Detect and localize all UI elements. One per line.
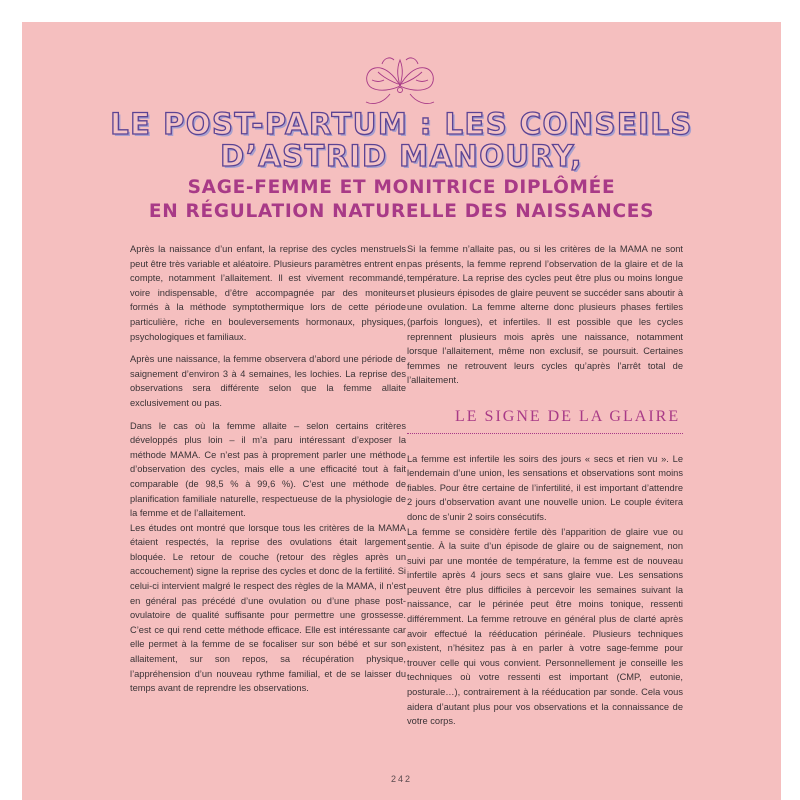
paragraph: Après la naissance d’un enfant, la reprise des cycles menstruels peut être très variable et aléatoire. Plusieurs paramètres entrent en compte, notamment l’allaitement. Il est vivement recommandé, voire indispensable, d’être accompagnée par des moniteurs formés à la méthode symptothermique lors de cette période particulière, riche en bouleversements hormonaux, physiques, psychologiques et familiaux. xyxy=(130,244,406,342)
book-page xyxy=(22,22,781,800)
title-line-2: D’ASTRID MANOURY, xyxy=(220,139,583,173)
floral-ornament-icon xyxy=(350,36,450,116)
paragraph: La femme est infertile les soirs des jours « secs et rien vu ». Le lendemain d’une union, les sensations et observations sont moins fiables. Pour être certaine de l’infertilité, il est important d’attendre 2 jours d’observation avant une nouvelle union. Le couple évitera donc de s’unir 2 soirs consécutifs. xyxy=(407,453,683,522)
section-heading: LE SIGNE DE LA GLAIRE xyxy=(407,410,683,434)
title-block xyxy=(22,108,781,224)
subtitle-line-2: EN RÉGULATION NATURELLE DES NAISSANCES xyxy=(148,201,655,222)
paragraph: Après une naissance, la femme observera d’abord une période de saignement d’environ 3 à 4 semaines, les lochies. La reprise des observations sera différente selon que la femme allaite exclusivement ou pas. xyxy=(130,354,406,408)
left-column xyxy=(130,242,406,704)
right-column xyxy=(407,242,683,737)
page-number: 242 xyxy=(390,774,413,784)
title-line-1: LE POST-PARTUM : LES CONSEILS xyxy=(110,107,693,141)
paragraph: La femme se considère fertile dès l’apparition de glaire vue ou sentie. À la suite d’un épisode de glaire ou de saignement, non suivi par une montée de température, la femme est de nouveau infertile après 4 jours secs et sans glaire vue. Les sensations peuvent être plus difficiles à percevoir les semaines suivant la naissance, car le périnée peut être moins tonique, ressenti différemment. La femme retrouve en général plus de clarté après avoir effectué la rééducation périnéale. Plusieurs techniques existent, n’hésitez pas à en parler à votre sage-femme pour trouver celle qui vous convient. Personnellement je conseille les techniques où votre ressenti est important (CMP, eutonie, posturale…), contrairement à la rééducation par sonde. Cela vous aidera d’autant plus pour vos observations et la connaissance de votre corps. xyxy=(407,526,683,727)
subtitle-line-1: SAGE-FEMME ET MONITRICE DIPLÔMÉE xyxy=(187,177,616,198)
paragraph: Si la femme n’allaite pas, ou si les critères de la MAMA ne sont pas présents, la femme reprend l’observation de la glaire et de la température. La reprise des cycles peut être plus ou moins longue et plusieurs épisodes de glaire peuvent se succéder sans aboutir à une ovulation. La femme alterne donc plusieurs phases fertiles (parfois longues), et infertiles. Il est possible que les cycles reprennent plusieurs mois après une naissance, notamment lorsque l’allaitement, même non exclusif, se poursuit. Certaines femmes ne retrouvent leurs cycles qu’après l’arrêt total de l’allaitement. xyxy=(407,244,683,386)
paragraph: Les études ont montré que lorsque tous les critères de la MAMA étaient respectés, la reprise des ovulations était largement bloquée. Le retour de couche (retour des règles après un accouchement) signe la reprise des cycles et donc de la fertilité. Si celui-ci intervient malgré le respect des règles de la MAMA, il n’est en général pas précédé d’une ovulation ou d’une phase post-ovulatoire de qualité suffisante pour permettre une grossesse. C’est ce qui rend cette méthode efficace. Elle est intéressante car elle permet à la femme de se focaliser sur son bébé et sur son allaitement, sur son repos, sa récupération physique, l’appréhension d’un nouveau rythme familial, et de se laisser du temps avant de reprendre les observations. xyxy=(130,522,406,694)
paragraph: Dans le cas où la femme allaite – selon certains critères développés plus loin – il m’a paru intéressant d’exposer la méthode MAMA. Ce n’est pas à proprement parler une méthode d’observation des cycles, mais elle a une efficacité tout à fait comparable (de 98,5 % à 99,6 %). C’est une méthode de planification familiale naturelle, respectueuse de la physiologie de la femme et de l’allaitement. xyxy=(130,420,406,519)
